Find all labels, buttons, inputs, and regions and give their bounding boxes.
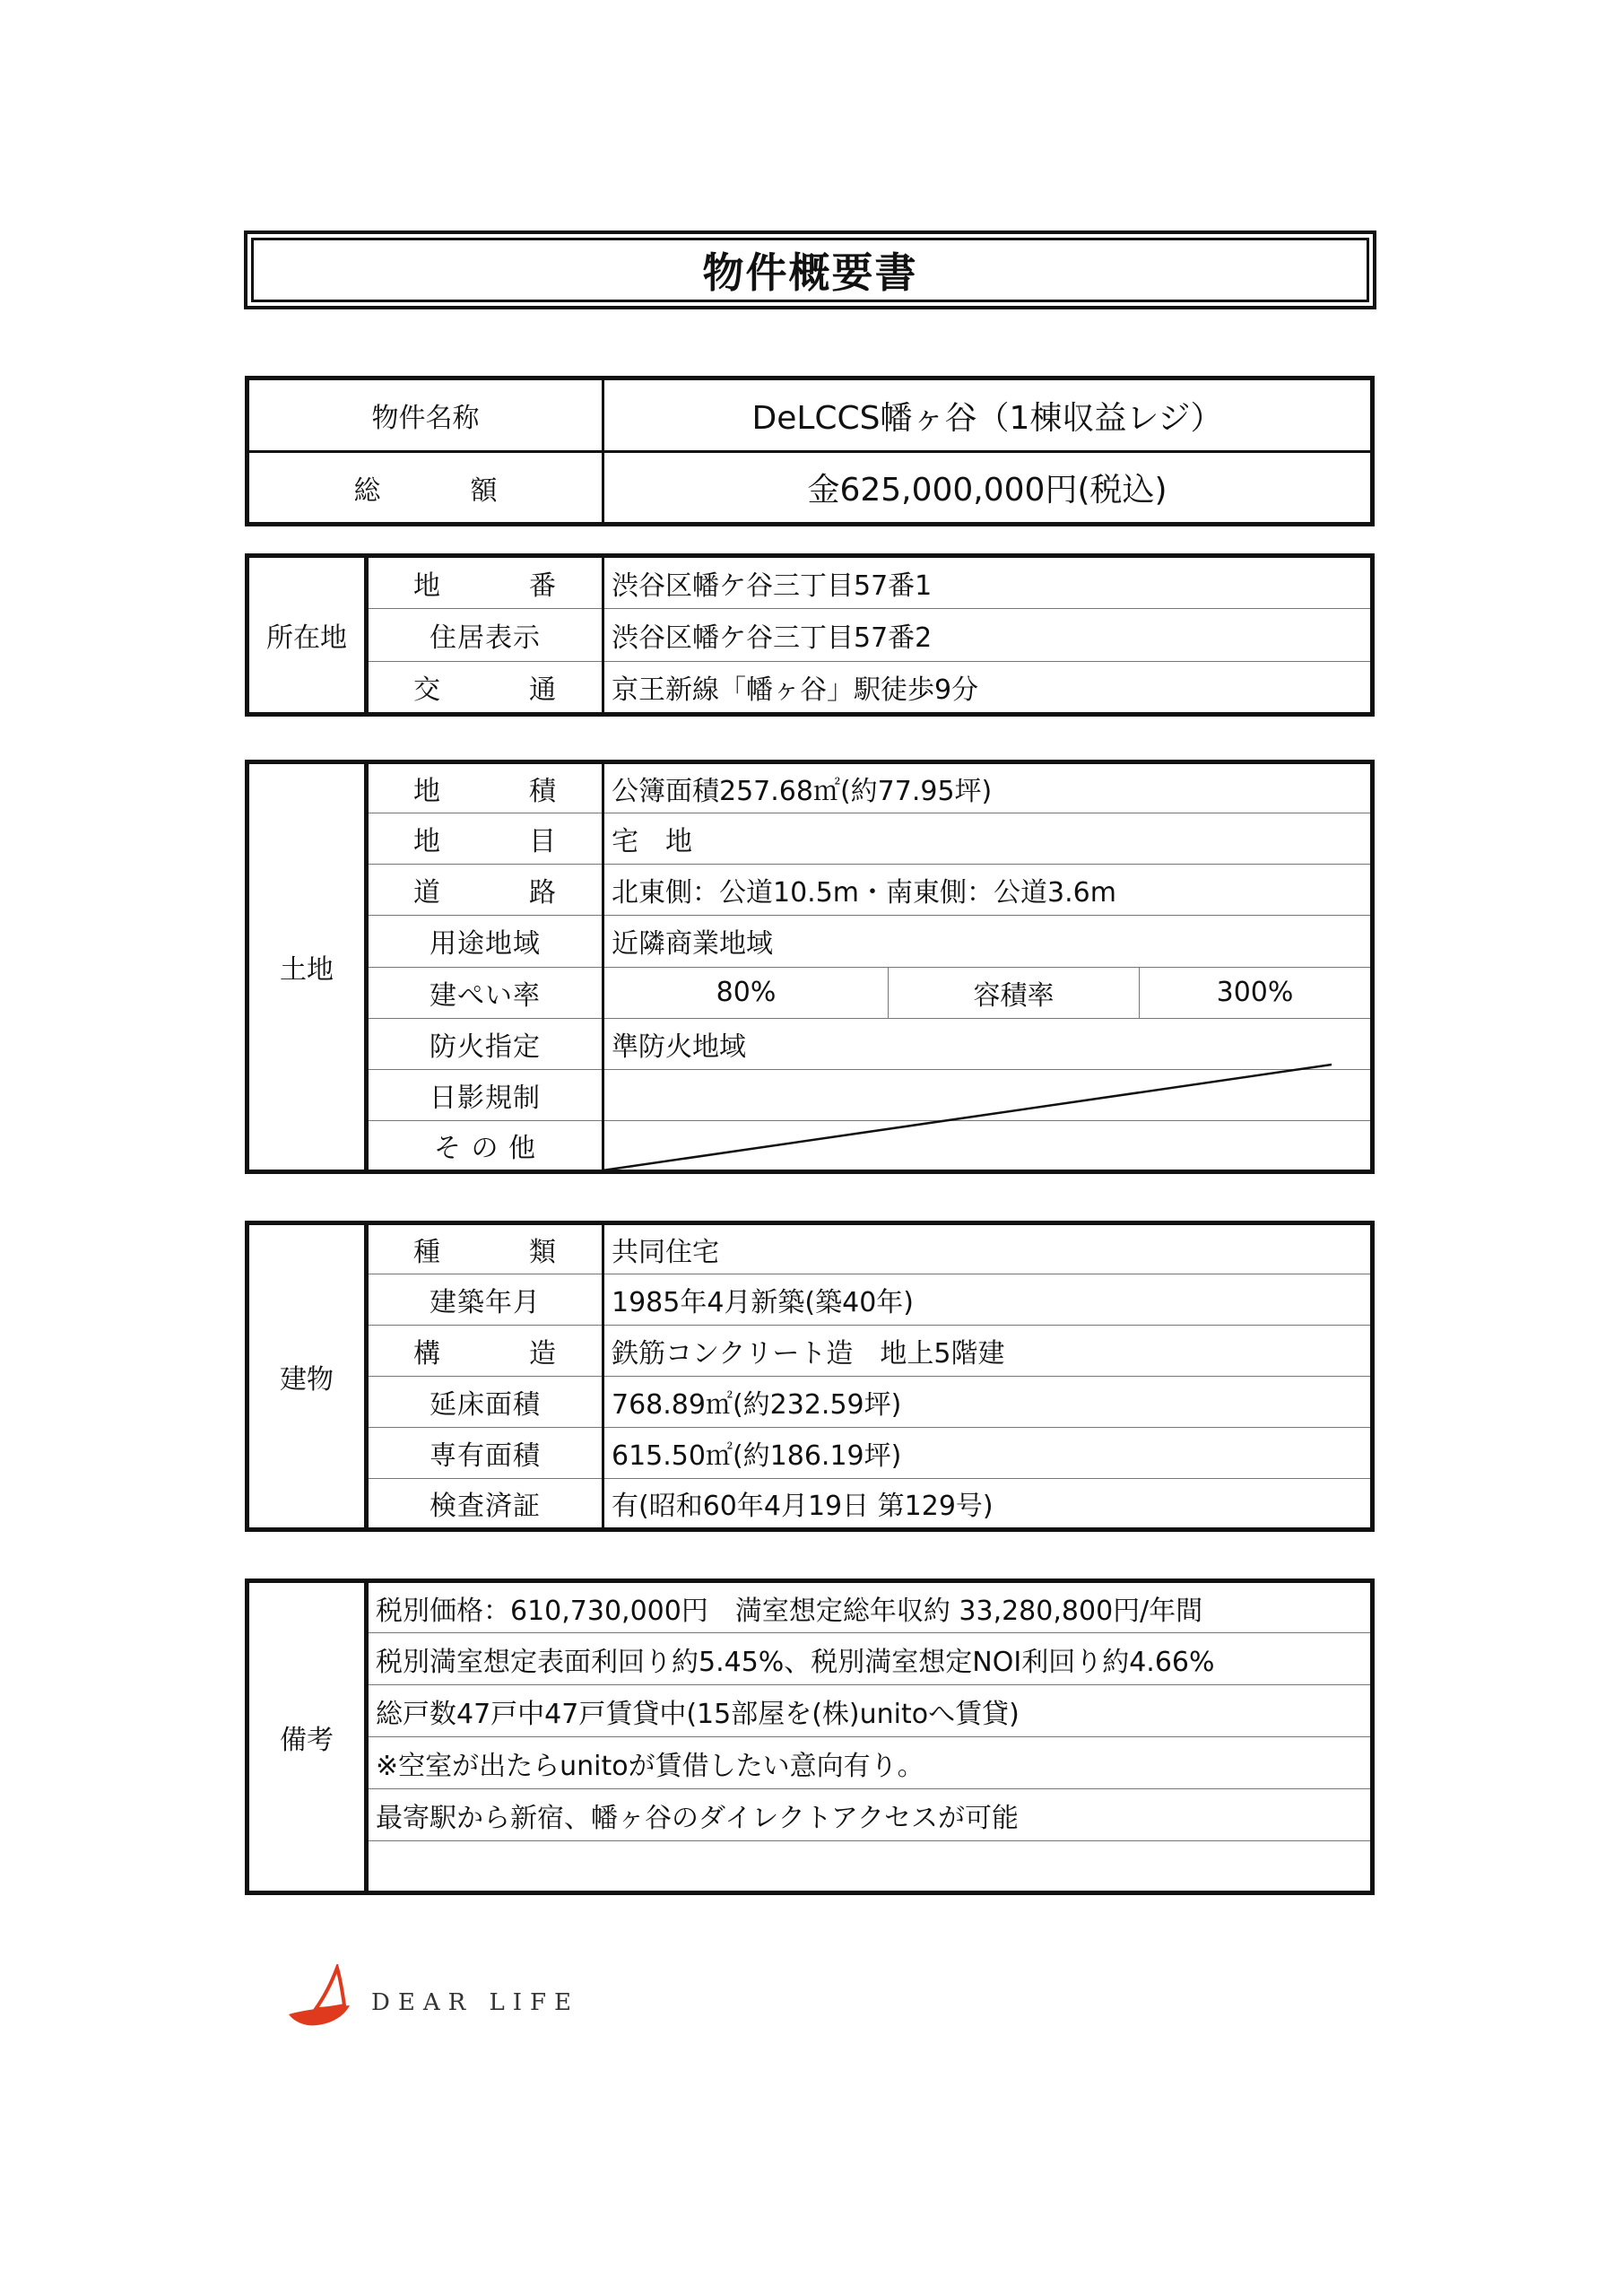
document-title-box — [244, 230, 1376, 309]
logo-text: DEAR LIFE — [371, 1989, 579, 2016]
building-row — [247, 1428, 1373, 1479]
remarks-row — [247, 1581, 1373, 1633]
building-field-value: 1985年4月新築(築40年) — [603, 1274, 1373, 1326]
dear-life-logo — [285, 1964, 581, 2045]
remarks-row — [247, 1737, 1373, 1789]
land-field-value — [603, 1069, 1373, 1120]
total-price-label: 総 額 — [247, 452, 603, 525]
floor-area-ratio-label: 容積率 — [889, 967, 1140, 1018]
building-row — [247, 1377, 1373, 1428]
location-field-value: 渋谷区幡ケ谷三丁目57番1 — [603, 556, 1373, 609]
property-name-value: DeLCCS幡ヶ谷（1棟収益レジ） — [603, 378, 1373, 452]
building-field-value: 共同住宅 — [603, 1223, 1373, 1274]
building-field-value: 鉄筋コンクリート造 地上5階建 — [603, 1326, 1373, 1377]
remarks-table — [245, 1578, 1375, 1895]
building-field-value: 有(昭和60年4月19日 第129号) — [603, 1479, 1373, 1530]
location-row — [247, 662, 1373, 715]
building-field-label: 種類 — [367, 1223, 603, 1274]
land-row — [247, 762, 1373, 813]
land-field-label: 建ぺい率 — [367, 967, 603, 1018]
land-row — [247, 916, 1373, 967]
floor-area-ratio-value: 300% — [1140, 967, 1373, 1018]
building-coverage-value: 80% — [603, 967, 889, 1018]
building-field-label: 検査済証 — [367, 1479, 603, 1530]
land-field-label: 用途地域 — [367, 916, 603, 967]
building-row — [247, 1479, 1373, 1530]
location-group-label: 所在地 — [247, 556, 367, 715]
land-field-label: そ の 他 — [367, 1120, 603, 1171]
remarks-row — [247, 1633, 1373, 1685]
building-field-label: 延床面積 — [367, 1377, 603, 1428]
land-field-label: 防火指定 — [367, 1018, 603, 1069]
land-field-label: 地積 — [367, 762, 603, 813]
total-price-value: 金625,000,000円(税込) — [603, 452, 1373, 525]
location-row — [247, 556, 1373, 609]
land-row — [247, 967, 1373, 1018]
property-name-label: 物件名称 — [247, 378, 603, 452]
remarks-line: ※空室が出たらunitoが賃借したい意向有り。 — [367, 1737, 1373, 1789]
land-field-value: 近隣商業地域 — [603, 916, 1373, 967]
land-row — [247, 813, 1373, 865]
land-row — [247, 1120, 1373, 1171]
building-row — [247, 1274, 1373, 1326]
location-row — [247, 609, 1373, 662]
land-field-value — [603, 1120, 1373, 1171]
sail-logo-icon — [285, 1964, 366, 2036]
building-row — [247, 1223, 1373, 1274]
remarks-row — [247, 1841, 1373, 1893]
building-row — [247, 1326, 1373, 1377]
location-field-label: 交通 — [367, 662, 603, 715]
location-field-value: 京王新線「幡ヶ谷」駅徒歩9分 — [603, 662, 1373, 715]
building-group-label: 建物 — [247, 1223, 367, 1530]
land-field-label: 地目 — [367, 813, 603, 865]
land-field-label: 道路 — [367, 865, 603, 916]
land-field-value: 北東側：公道10.5m・南東側：公道3.6m — [603, 865, 1373, 916]
remarks-line — [367, 1841, 1373, 1893]
building-field-label: 専有面積 — [367, 1428, 603, 1479]
remarks-line: 税別価格：610,730,000円 満室想定総年収約 33,280,800円/年間 — [367, 1581, 1373, 1633]
location-field-label: 住居表示 — [367, 609, 603, 662]
location-field-value: 渋谷区幡ケ谷三丁目57番2 — [603, 609, 1373, 662]
land-row — [247, 865, 1373, 916]
remarks-line: 総戸数47戸中47戸賃貸中(15部屋を(株)unitoへ賃貸) — [367, 1685, 1373, 1737]
document-title: 物件概要書 — [251, 238, 1369, 302]
remarks-line: 税別満室想定表面利回り約5.45%、税別満室想定NOI利回り約4.66% — [367, 1633, 1373, 1685]
building-field-label: 構造 — [367, 1326, 603, 1377]
remarks-row — [247, 1685, 1373, 1737]
land-table — [245, 760, 1375, 1174]
location-table — [245, 553, 1375, 717]
building-field-value: 615.50㎡(約186.19坪) — [603, 1428, 1373, 1479]
building-field-value: 768.89㎡(約232.59坪) — [603, 1377, 1373, 1428]
property-name-row — [247, 378, 1373, 452]
land-group-label: 土地 — [247, 762, 367, 1172]
land-row — [247, 1069, 1373, 1120]
building-table — [245, 1221, 1375, 1532]
remarks-group-label: 備考 — [247, 1581, 367, 1893]
remarks-line: 最寄駅から新宿、幡ヶ谷のダイレクトアクセスが可能 — [367, 1789, 1373, 1841]
location-field-label: 地番 — [367, 556, 603, 609]
land-field-label: 日影規制 — [367, 1069, 603, 1120]
land-field-value: 公簿面積257.68㎡(約77.95坪) — [603, 762, 1373, 813]
land-row — [247, 1018, 1373, 1069]
building-field-label: 建築年月 — [367, 1274, 603, 1326]
land-field-value: 宅 地 — [603, 813, 1373, 865]
total-price-row — [247, 452, 1373, 525]
remarks-row — [247, 1789, 1373, 1841]
summary-table — [245, 376, 1375, 526]
land-field-value: 準防火地域 — [603, 1018, 1373, 1069]
